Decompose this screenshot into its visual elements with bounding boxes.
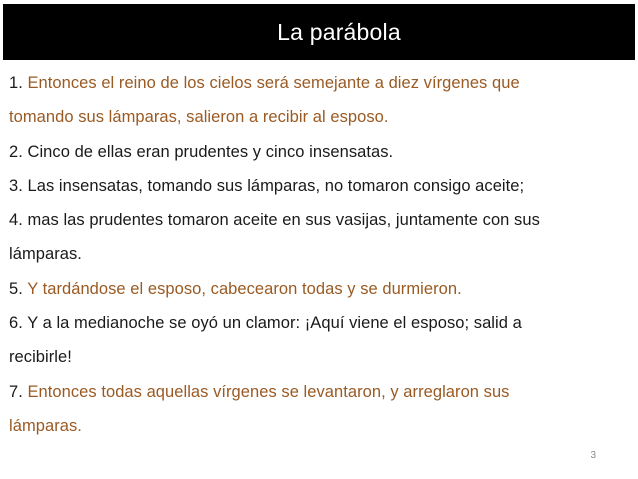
verse-7-line-2 — [9, 409, 631, 443]
page-number: 3 — [590, 450, 596, 461]
verse-7-line-1 — [9, 375, 631, 409]
slide-content — [9, 66, 631, 443]
verse-number: 1. — [9, 74, 28, 92]
verse-text: lámparas. — [9, 245, 82, 264]
verse-number: 7. — [9, 382, 28, 401]
verse-1-line-1 — [9, 66, 631, 100]
verse-text: recibirle! — [9, 348, 72, 367]
verse-text: lámparas. — [9, 416, 82, 435]
verse-4-line-2 — [9, 237, 631, 271]
verse-2-line — [9, 135, 631, 169]
slide-title: La parábola — [277, 18, 401, 45]
verse-text: 6. Y a la medianoche se oyó un clamor: ¡Aquí viene el esposo; salid a — [9, 314, 522, 333]
verse-text: 2. Cinco de ellas eran prudentes y cinco insensatas. — [9, 142, 394, 161]
verse-text: Entonces el reino de los cielos será semejante a diez vírgenes que — [27, 74, 520, 92]
verse-3-line — [9, 169, 631, 203]
verse-6-line-2 — [9, 340, 631, 374]
title-bar — [3, 4, 635, 60]
verse-number: 5. — [9, 279, 28, 298]
verse-text: 3. Las insensatas, tomando sus lámparas, no tomaron consigo aceite; — [9, 176, 525, 195]
verse-6-line-1 — [9, 306, 631, 340]
verse-text: Y tardándose el esposo, cabecearon todas y se durmieron. — [27, 279, 462, 298]
verse-text: 4. mas las prudentes tomaron aceite en sus vasijas, juntamente con sus — [9, 211, 540, 230]
verse-text: tomando sus lámparas, salieron a recibir al esposo. — [9, 108, 389, 127]
verse-4-line-1 — [9, 203, 631, 237]
verse-text: Entonces todas aquellas vírgenes se levantaron, y arreglaron sus — [27, 382, 510, 401]
verse-1-line-2 — [9, 100, 631, 134]
verse-5-line — [9, 272, 631, 306]
